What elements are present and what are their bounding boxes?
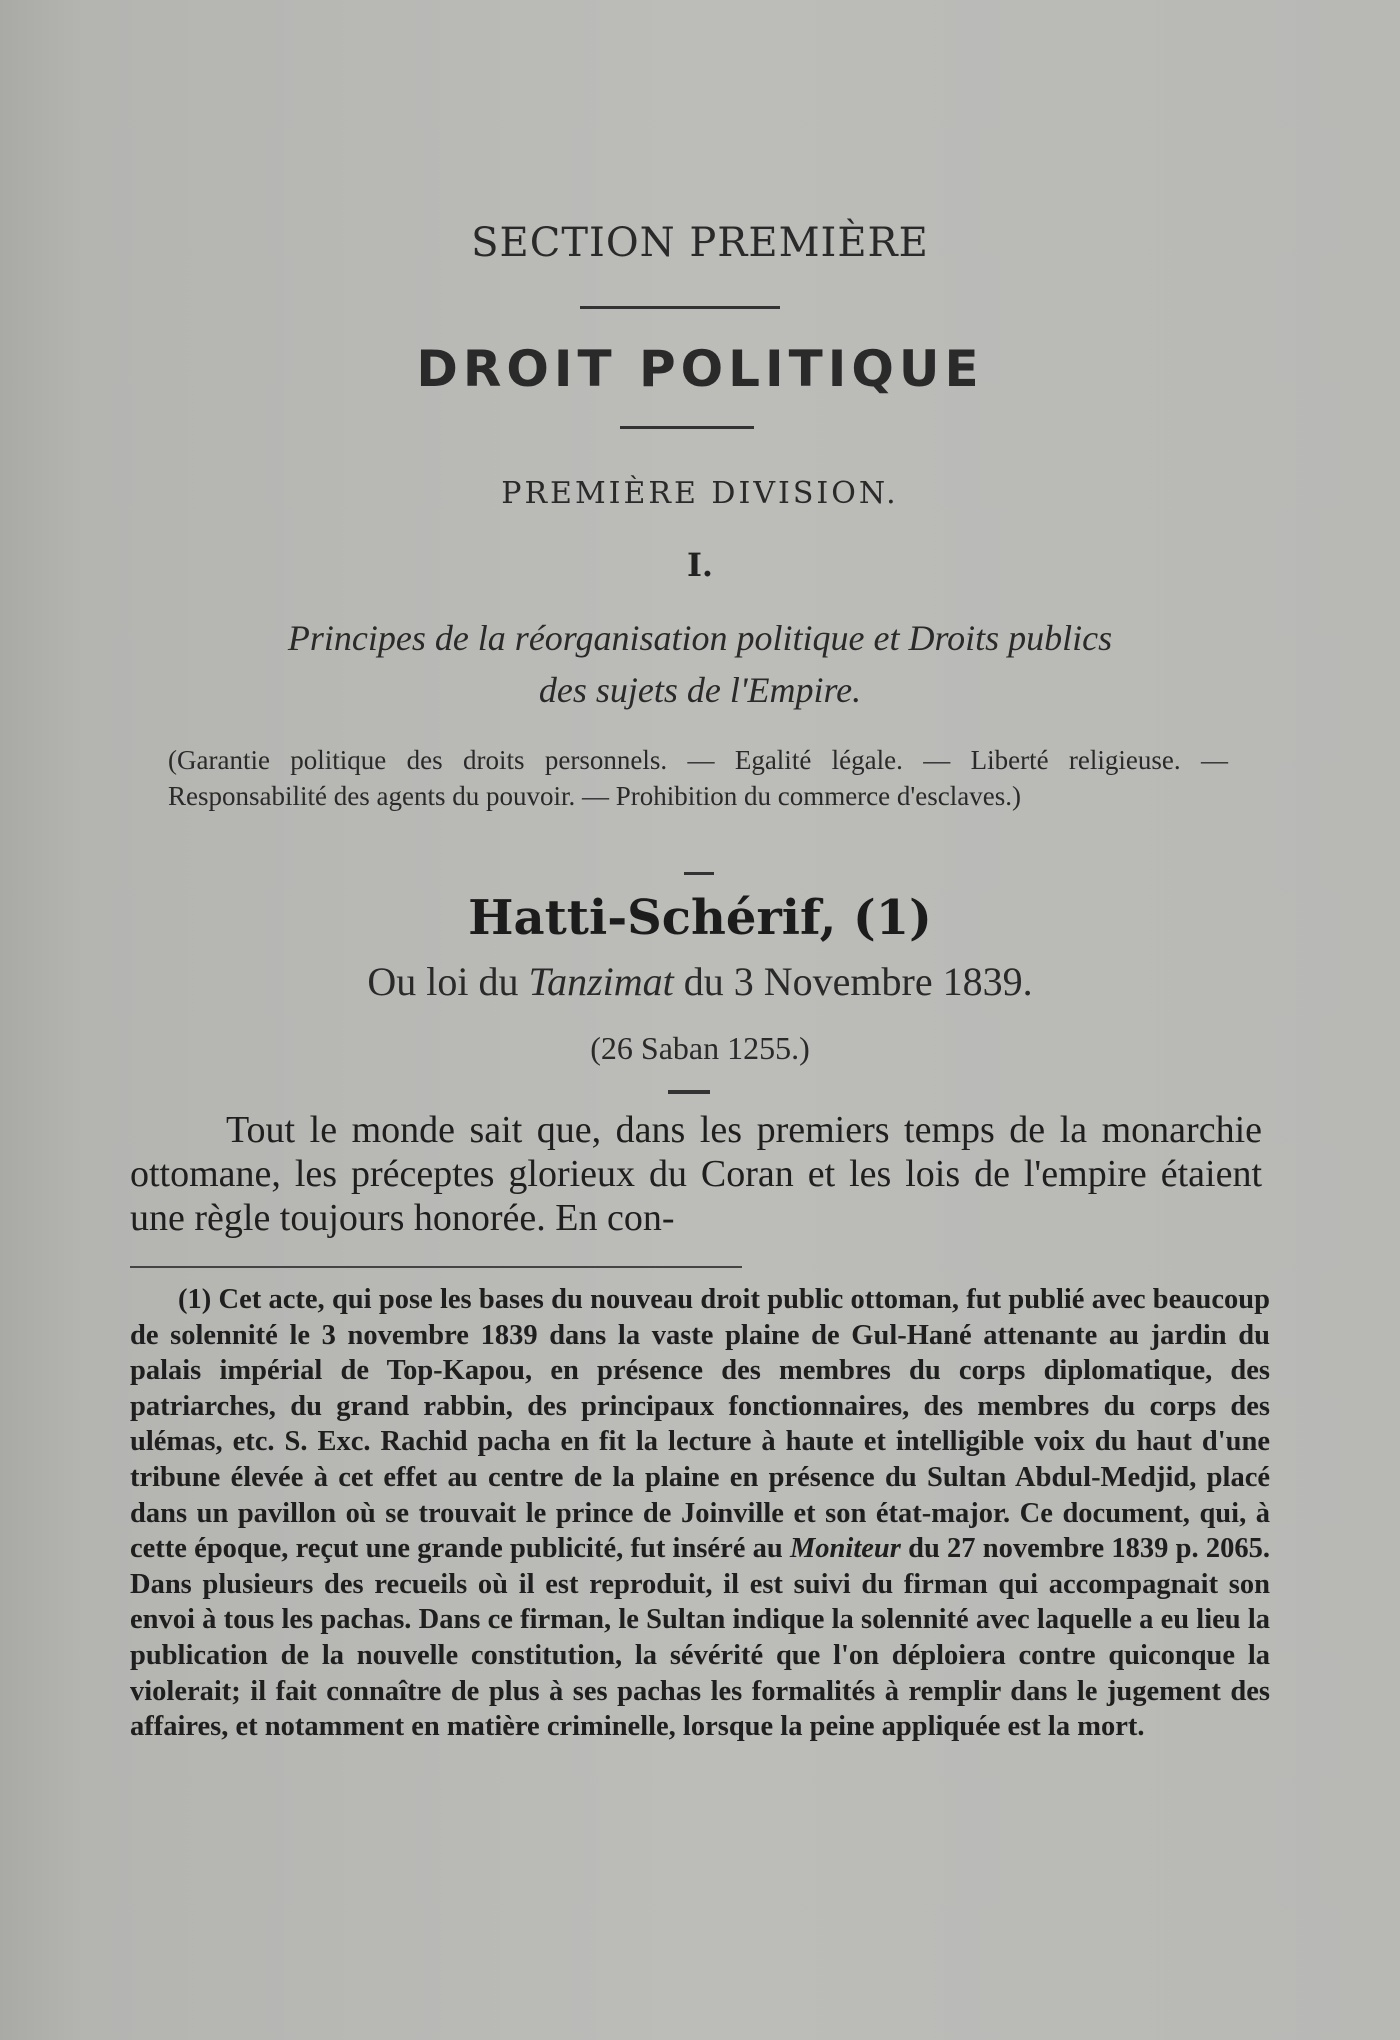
footnote-text-1: (1) Cet acte, qui pose les bases du nouveau droit public ottoman, fut publié avec beaucoup de solennité le 3 novembre 1839 dans la vaste plaine de Gul-Hané attenante au jardin du palais impérial de Top-Kapou, en présence des membres du corps diplomatique, des patriarches, du grand rabbin, des principaux fonctionnaires, des membres du corps des ulémas, etc. S. Exc. Rachid pacha en fit la lecture à haute et intelligible voix du haut d'une tribune élevée à cet effet au centre de la plaine en présence du Sultan Abdul-Medjid, placé dans un pavillon où se trouvait le prince de Joinville et son état-major. Ce document, qui, à cette époque, reçut une grande publicité, fut inséré au [130, 1284, 1270, 1565]
footnote-rule [130, 1266, 742, 1268]
section-heading: SECTION PREMIÈRE [471, 220, 929, 266]
act-subtitle [0, 958, 1400, 1005]
footnote-text-2: du 27 novembre 1839 p. 2065. Dans plusieurs des recueils où il est reproduit, il est suivi du firman qui accompagnait son envoi à tous les pachas. Dans ce firman, le Sultan indique la solennité avec laquelle a eu lieu la publication de la nouvelle constitution, la sévérité que l'on déploiera contre quiconque la violerait; il fait connaître de plus à ses pachas les formalités à remplir dans le jugement des affaires, et notamment en matière criminelle, lorsque la peine appliquée est la mort. [130, 1533, 1270, 1743]
act-title: Hatti-Schérif, (1) [468, 890, 932, 946]
footnote-moniteur: Moniteur [789, 1533, 901, 1565]
summary-dash [684, 872, 714, 875]
act-subtitle-tanzimat: Tanzimat [528, 959, 674, 1004]
title-rule [620, 426, 754, 429]
act-subtitle-suffix: du 3 Novembre 1839. [673, 959, 1033, 1004]
date-dash [668, 1090, 710, 1094]
chapter-title [0, 612, 1400, 716]
act-subtitle-prefix: Ou loi du [367, 959, 529, 1004]
body-paragraph: Tout le monde sait que, dans les premiers temps de la monarchie ottomane, les préceptes glorieux du Coran et les lois de l'empire étaient une règle toujours honorée. En con- [130, 1109, 1262, 1239]
footnote [130, 1282, 1270, 1745]
section-rule [580, 306, 780, 309]
chapter-title-line-2: des sujets de l'Empire. [538, 670, 862, 710]
chapter-summary: (Garantie politique des droits personnels. — Egalité légale. — Liberté religieuse. — Responsabilité des agents du pouvoir. — Prohibition du commerce d'esclaves.) [168, 745, 1228, 811]
division-heading: PREMIÈRE DIVISION. [501, 476, 899, 511]
chapter-number: I. [686, 546, 714, 584]
hegira-date: (26 Saban 1255.) [590, 1030, 810, 1066]
page-title: DROIT POLITIQUE [416, 340, 984, 398]
chapter-title-line-1: Principes de la réorganisation politique et Droits publics [287, 618, 1113, 658]
